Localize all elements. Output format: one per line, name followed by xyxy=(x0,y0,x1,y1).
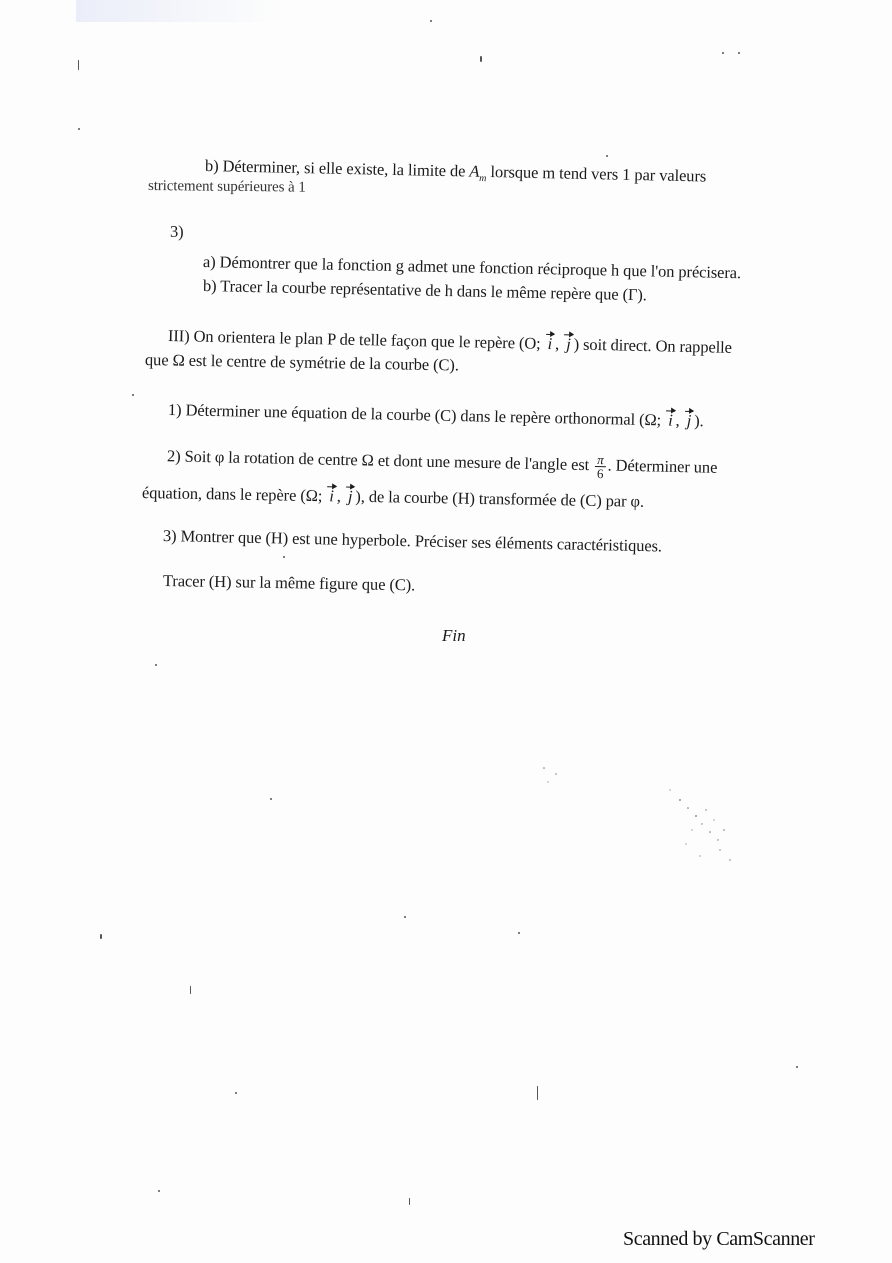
scan-speck xyxy=(796,1066,798,1068)
question-III-1-end: ). xyxy=(694,411,704,431)
question-3-label xyxy=(170,222,184,242)
question-III-3-trace xyxy=(163,571,415,595)
scanner-watermark: Scanned by CamScanner xyxy=(623,1228,815,1250)
scan-speck xyxy=(518,932,520,934)
scan-speck xyxy=(158,1190,160,1192)
fraction-denominator: 6 xyxy=(596,466,604,482)
vector-i: i xyxy=(665,410,676,430)
question-3a-text: a) Démontrer que la fonction g admet une fonction réciproque h que l'on précisera. xyxy=(202,252,742,283)
vector-j: j xyxy=(345,487,356,507)
scan-speck xyxy=(100,934,102,939)
question-2b-text: b) Déterminer, si elle existe, la limite de xyxy=(204,156,466,181)
vector-separator: , xyxy=(675,410,680,430)
question-III-2-text-end: . Déterminer une xyxy=(607,455,718,477)
area-subscript: m xyxy=(479,173,487,185)
question-III-1-text: 1) Déterminer une équation de la courbe (C) dans le repère orthonormal (Ω; xyxy=(167,400,662,430)
angle-fraction xyxy=(595,453,606,480)
question-III-2-line1 xyxy=(167,444,718,483)
scan-speck xyxy=(155,664,157,666)
question-2b-text-end: lorsque m tend vers 1 par valeurs xyxy=(490,161,707,186)
scan-speck xyxy=(235,1092,237,1094)
question-III-2-line2 xyxy=(142,483,644,512)
scan-speck xyxy=(132,394,134,396)
vector-i: i xyxy=(326,486,337,506)
scan-speck xyxy=(409,1198,410,1205)
part-3-text: III) On orientera le plan P de telle façon que le repère (O; xyxy=(167,326,541,353)
scan-speck xyxy=(537,1086,538,1100)
part-3-text-end: ) soit direct. On rappelle xyxy=(573,334,733,357)
question-III-1 xyxy=(168,400,704,431)
vector-j: j xyxy=(563,334,574,354)
vector-j: j xyxy=(684,411,695,431)
scan-speck xyxy=(606,155,608,157)
question-III-2-continuation-end: ), de la courbe (H) transformée de (C) par φ. xyxy=(355,486,645,511)
scan-speck xyxy=(270,798,272,800)
question-3-number: 3) xyxy=(170,222,184,241)
scan-shadow xyxy=(76,0,286,22)
question-III-3-trace-text: Tracer (H) sur la même figure que (C). xyxy=(162,571,416,595)
part-3-continuation: que Ω est le centre de symétrie de la courbe (C). xyxy=(144,350,459,375)
fraction-numerator: π xyxy=(597,452,604,468)
area-symbol: A xyxy=(469,161,480,181)
scan-speck xyxy=(190,986,191,994)
question-3b-text: b) Tracer la courbe représentative de h dans le même repère que (Γ). xyxy=(202,276,648,305)
question-3b xyxy=(203,276,647,305)
scan-speck xyxy=(738,52,740,54)
part-3-line2 xyxy=(145,350,459,375)
question-III-2-continuation: équation, dans le repère (Ω; xyxy=(141,483,323,506)
vector-separator: , xyxy=(554,334,560,354)
scan-speck xyxy=(430,20,432,22)
question-III-3 xyxy=(163,526,662,556)
vector-i: i xyxy=(544,334,555,354)
scan-speck xyxy=(722,52,724,54)
scan-speck xyxy=(78,60,79,70)
scan-speck xyxy=(78,128,80,130)
question-III-2-text: 2) Soit φ la rotation de centre Ω et dont une mesure de l'angle est xyxy=(166,446,590,475)
scan-noise xyxy=(520,760,740,870)
question-2b-line2 xyxy=(148,178,306,197)
scan-speck xyxy=(404,916,406,918)
scan-speck xyxy=(480,56,482,62)
question-III-3-text: 3) Montrer que (H) est une hyperbole. Préciser ses éléments caractéristiques. xyxy=(162,526,663,556)
question-2b-continuation: strictement supérieures à 1 xyxy=(147,178,306,196)
vector-separator: , xyxy=(336,486,342,506)
scan-speck xyxy=(283,556,285,558)
end-marker: Fin xyxy=(442,626,466,645)
